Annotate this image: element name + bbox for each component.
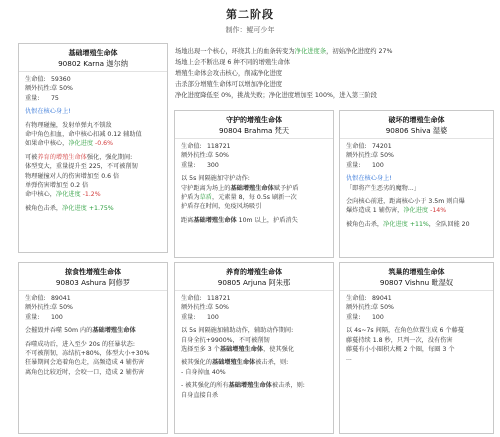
text-segment: 自身直接自杀 xyxy=(181,391,219,399)
stat-label: 额外抗性: xyxy=(25,304,52,312)
text-segment: 体型变大，重量提升至 225，不可被削韧 xyxy=(25,163,138,171)
stat-row xyxy=(25,294,161,303)
card-line xyxy=(25,358,161,367)
stat-value: 草 50% xyxy=(372,304,394,312)
card-line xyxy=(181,184,327,193)
stat-row xyxy=(181,294,327,303)
text-segment: 爆炸造成 1 辅伤害， xyxy=(346,207,404,215)
card-name: 守护的增殖生命体 xyxy=(226,116,282,124)
stat-value: 100 xyxy=(372,313,384,321)
text-segment: 仇恨在核心身上! xyxy=(346,175,392,183)
stat-row xyxy=(346,161,487,170)
text-segment: 净化进度 xyxy=(403,207,429,215)
stat-row xyxy=(346,142,487,151)
card-line xyxy=(25,190,161,199)
card-line xyxy=(25,172,161,181)
intro-text xyxy=(175,46,495,101)
intro-line xyxy=(175,46,495,57)
card-line xyxy=(25,204,161,213)
card-shiva xyxy=(339,110,494,258)
card-line xyxy=(181,202,327,211)
text-segment: 赋予护盾 xyxy=(273,184,299,192)
text-segment: - 被其强化的所有 xyxy=(181,382,229,390)
stat-value: 74201 xyxy=(372,143,392,150)
text-segment: +1.75% xyxy=(88,204,114,212)
card-line xyxy=(346,336,487,345)
text-segment: 可被 xyxy=(25,153,38,161)
stat-row xyxy=(181,313,327,322)
stat-row xyxy=(346,151,487,160)
text-segment: -14% xyxy=(430,207,447,215)
text-segment: 基础增殖生命体 xyxy=(219,346,264,354)
card-line xyxy=(346,345,487,354)
card-line xyxy=(25,368,161,377)
stat-label: 重量: xyxy=(181,161,196,169)
page-title: 第二阶段 xyxy=(226,8,274,21)
text-segment: 单弹伤害增加至 0.2 倍 xyxy=(25,182,89,190)
card-name: 基础增殖生命体 xyxy=(68,49,118,57)
card-line xyxy=(25,162,161,171)
stat-value: 草 50% xyxy=(207,152,229,160)
stat-value: 75 xyxy=(51,94,59,102)
card-id: 90805 Arjuna 阿朱那 xyxy=(217,278,291,287)
stat-value: 草 50% xyxy=(207,304,229,312)
card-line xyxy=(181,381,327,390)
stat-value: 89041 xyxy=(372,295,392,302)
text-segment: - 自身掉血 40% xyxy=(181,368,226,376)
stat-value: 300 xyxy=(207,161,219,169)
text-segment: 强化，强化期间: xyxy=(86,153,133,161)
stat-value: 草 50% xyxy=(51,304,73,312)
text-segment: ，命中核心扣减 0.12 辅助值 xyxy=(62,131,142,139)
stat-label: 生命值: xyxy=(181,295,202,302)
text-segment: 基础增殖生命体 xyxy=(92,327,136,335)
card-line xyxy=(346,326,487,335)
stat-row xyxy=(25,94,161,103)
card-line xyxy=(25,326,161,335)
text-segment: 场地上会不断出现 6 种不同的增殖生命体 xyxy=(175,59,291,66)
stat-label: 额外抗性: xyxy=(25,85,52,93)
card-line xyxy=(181,326,327,335)
card-divider xyxy=(340,138,493,139)
card-line xyxy=(346,220,487,229)
stat-row xyxy=(346,294,487,303)
stat-label: 重量: xyxy=(346,161,361,169)
stat-label: 重量: xyxy=(346,313,361,321)
stat-row xyxy=(25,75,161,84)
text-segment: 被其强化的 xyxy=(181,359,212,367)
text-segment: ，全队回能 20 xyxy=(428,220,470,228)
stat-row xyxy=(181,151,327,160)
text-segment: ... xyxy=(346,355,352,363)
card-name: 筑巢的增殖生命体 xyxy=(388,268,445,276)
text-segment: 护盾存在时间，免疫风场吸引 xyxy=(181,203,262,211)
text-segment: 选择至多 3 个 xyxy=(181,346,220,354)
page-header xyxy=(0,6,500,35)
text-segment: 基础增殖生命体 xyxy=(211,359,256,367)
stat-value: 100 xyxy=(207,313,219,321)
text-segment: 基础增殖生命体 xyxy=(193,216,237,224)
card-line xyxy=(181,345,327,354)
text-segment: 距离 xyxy=(181,216,194,224)
stat-label: 额外抗性: xyxy=(346,304,373,312)
card-arjuna xyxy=(174,262,334,434)
text-segment: 藤蔓持续 1.8 秒，只判一次，没有伤害 xyxy=(346,336,453,344)
text-segment: 护盾为 xyxy=(181,194,200,202)
card-vishnu xyxy=(339,262,494,434)
stat-label: 生命值: xyxy=(346,295,367,302)
card-divider xyxy=(175,290,333,291)
text-segment: 净化进度 xyxy=(62,204,87,212)
stat-value: 100 xyxy=(51,313,63,321)
stat-value: 118721 xyxy=(207,295,231,302)
text-segment: 会向核心前进，距离核心小于 3.5m 则自爆 xyxy=(346,198,465,206)
text-segment: 净化进度降低至 0%，挑战失败；净化进度增加至 100%，进入第三阶段 xyxy=(175,92,378,99)
text-segment: 狂暴期间会追着角色走，高频造成 4 辅伤害 xyxy=(25,359,145,367)
stat-row xyxy=(25,84,161,93)
stat-value: 草 50% xyxy=(372,152,394,160)
card-line xyxy=(25,139,161,148)
card-ashura xyxy=(18,262,168,434)
card-divider xyxy=(19,290,167,291)
text-segment: 物理碰撞对人的伤害增加至 0.6 倍 xyxy=(25,172,120,180)
text-segment: 被击杀，则: xyxy=(255,359,289,367)
card-line xyxy=(346,354,487,363)
stat-label: 生命值: xyxy=(181,143,202,150)
text-segment: 不可被削韧，冻结抗+80%，体型大小+30% xyxy=(25,350,150,358)
text-segment: +11% xyxy=(409,220,429,228)
card-divider xyxy=(19,71,167,72)
stat-label: 重量: xyxy=(25,313,40,321)
stat-row xyxy=(25,303,161,312)
text-segment: 命中核心， xyxy=(25,191,56,199)
intro-line xyxy=(175,57,495,68)
card-name: 破坏的增殖生命体 xyxy=(388,116,445,124)
text-segment: 击杀部分增殖生命体可以增加净化进度 xyxy=(175,81,283,88)
card-line xyxy=(25,349,161,358)
card-divider xyxy=(340,290,493,291)
stat-label: 额外抗性: xyxy=(181,304,208,312)
card-brahma xyxy=(174,110,334,258)
text-segment: 被角色击杀， xyxy=(25,204,63,212)
page-subtitle: 制作：鲲可少年 xyxy=(225,26,275,34)
card-line xyxy=(25,130,161,139)
stat-label: 生命值: xyxy=(25,295,46,302)
card-id: 90807 Vishnu 毗湿奴 xyxy=(379,278,454,287)
stat-row xyxy=(181,161,327,170)
text-segment: 净化进度 xyxy=(55,191,81,199)
text-segment: 场地出现一个核心，环绕其上的血条转变为 xyxy=(175,48,295,55)
text-segment: 被击杀，则: xyxy=(271,382,305,390)
stat-value: 草 50% xyxy=(51,85,73,93)
text-segment: ，初始净化进度约 27% xyxy=(326,48,393,55)
text-segment: 草盾 xyxy=(199,194,212,202)
stat-label: 额外抗性: xyxy=(346,152,373,160)
text-segment: -1.2% xyxy=(82,191,101,199)
text-segment: 净化进度 xyxy=(383,220,408,228)
card-id: 90802 Karna 迦尔纳 xyxy=(58,59,128,68)
card-line xyxy=(25,153,161,162)
card-line xyxy=(181,193,327,202)
intro-line xyxy=(175,68,495,79)
text-segment: 会摧毁并吞噬 50m 内的 xyxy=(25,327,93,335)
stat-label: 生命值: xyxy=(346,143,367,150)
text-segment: 守护距离为场上的 xyxy=(181,184,231,192)
text-segment: 净化进度 xyxy=(68,140,94,148)
stat-label: 生命值: xyxy=(25,76,46,83)
card-id: 90804 Brahma 梵天 xyxy=(218,126,290,135)
text-segment: 被角色击杀， xyxy=(346,220,384,228)
card-line xyxy=(181,358,327,367)
card-line xyxy=(181,391,327,400)
card-line xyxy=(25,181,161,190)
card-karna xyxy=(18,43,168,253)
stat-label: 重量: xyxy=(25,94,40,102)
text-segment: -0.6% xyxy=(95,140,113,148)
text-segment: 以 5s 间隔施加守护动作: xyxy=(181,175,250,183)
stat-row xyxy=(346,313,487,322)
text-segment: 净化进度条 xyxy=(294,48,327,55)
text-segment: 基础增殖生命体 xyxy=(230,184,274,192)
card-id: 90806 Shiva 湿婆 xyxy=(385,126,448,135)
card-line xyxy=(25,340,161,349)
stat-value: 59360 xyxy=(51,76,71,83)
text-segment: 吞噬成功后，进入至少 20s 的狂暴状态: xyxy=(25,340,135,348)
card-name: 养育的增殖生命体 xyxy=(226,268,282,276)
text-segment: 如果命中核心， xyxy=(25,140,69,148)
text-segment: ，元素量 8，每 0.5s 刷新一次 xyxy=(211,194,297,202)
card-line xyxy=(181,174,327,183)
stat-row xyxy=(346,303,487,312)
card-line xyxy=(181,336,327,345)
stat-label: 额外抗性: xyxy=(181,152,208,160)
card-divider xyxy=(175,138,333,139)
card-line xyxy=(25,121,161,130)
card-id: 90803 Ashura 阿修罗 xyxy=(55,278,131,287)
text-segment: 藤蔓有小小圈积大概 2 个圈，每圈 3 个 xyxy=(346,346,455,354)
stat-row xyxy=(25,313,161,322)
stat-value: 100 xyxy=(372,161,384,169)
card-line xyxy=(346,197,487,206)
card-line xyxy=(346,174,487,183)
text-segment: 养育的增殖生命体 xyxy=(37,153,87,161)
card-line xyxy=(25,107,161,116)
text-segment: 自身全抗+9900%，不可被削韧 xyxy=(181,336,270,344)
stat-row xyxy=(181,303,327,312)
card-name: 掠食性增殖生命体 xyxy=(65,268,121,276)
text-segment: 10m 以上，护盾消失 xyxy=(236,216,298,224)
text-segment: 仇恨在核心身上! xyxy=(25,108,71,116)
text-segment: 以 5s 间隔施加辅助动作，辅助动作期间: xyxy=(181,327,294,335)
text-segment: 基础增殖生命体 xyxy=(228,382,272,390)
text-segment: 增殖生命体会攻击核心，削减净化进度 xyxy=(175,70,283,77)
card-line xyxy=(346,206,487,215)
text-segment: ，使其强化 xyxy=(263,346,295,354)
intro-line xyxy=(175,90,495,101)
text-segment: 有物理碰撞，发射单弹丸不锁敌 xyxy=(25,121,112,129)
stat-value: 89041 xyxy=(51,295,71,302)
intro-line xyxy=(175,79,495,90)
stat-label: 重量: xyxy=(181,313,196,321)
text-segment: 以 4s~7s 间隔，在角色位置生成 6 个藤蔓 xyxy=(346,327,464,335)
stat-row xyxy=(181,142,327,151)
stat-value: 118721 xyxy=(207,143,231,150)
card-line xyxy=(181,368,327,377)
card-line xyxy=(181,216,327,225)
text-segment: 「即将产生恶劣的魔物...」 xyxy=(346,184,420,192)
card-line xyxy=(346,184,487,193)
text-segment: 离角色比较近时，会咬一口，造成 2 辅伤害 xyxy=(25,368,145,376)
text-segment: 命中角色扣血 xyxy=(25,131,63,139)
